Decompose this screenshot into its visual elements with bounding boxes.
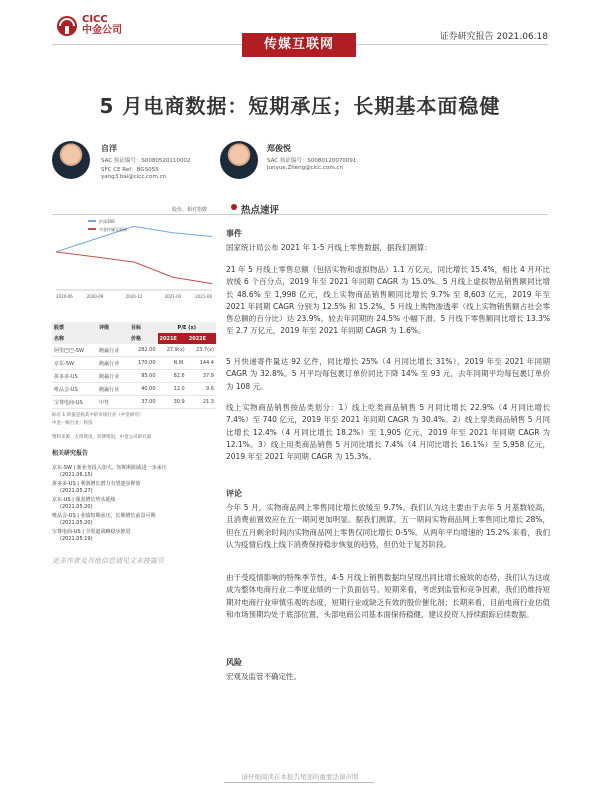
table-cell: 京东-SW xyxy=(52,357,97,370)
related-report-date: (2021.05.27) xyxy=(60,488,93,494)
table-subheader-row xyxy=(52,333,216,344)
table-cell: 宝尊电商-US xyxy=(52,396,97,409)
series-line xyxy=(56,252,212,284)
related-report-link[interactable]: 宝尊电商-US | 全渠道战略稳步推进 xyxy=(52,529,131,535)
report-title: 5 月电商数据：短期承压；长期基本面稳健 xyxy=(99,94,501,118)
comment-paragraph-2: 由于受疫情影响的特殊季节性，4-5 月线上销售数据均呈现出同比增长疲软的态势，我们认为这或成为整体电商行业二季度业绩的一个负面信号。短期来看，考虑到监管和竞争因素，我们仍维持短期对电商行业审慎乐观的态度，短期行业或缺乏有效的股价催化剂；长期来看，目前电商行业估值和市场预期均处于底部位置，头部电商公司基本面保持稳健，建议投资人持续跟踪后续数据。 xyxy=(226,573,550,619)
table-cell: 23.7(x) xyxy=(187,344,216,357)
table-cell: 跑赢行业 xyxy=(97,383,129,396)
table-cell: 40.00 xyxy=(129,383,158,396)
table-header-row xyxy=(52,322,216,333)
x-tick-label: 2021-03 xyxy=(164,294,182,299)
table-cell: 阿里巴巴-SW xyxy=(52,344,97,357)
table-row xyxy=(52,344,216,357)
related-title: 相关研究报告 xyxy=(52,450,89,457)
table-subheader: 价格 xyxy=(129,333,158,344)
sector-tag: 传媒互联网 xyxy=(242,33,356,57)
table-subheader: 名称 xyxy=(52,333,97,344)
table-cell: N.M. xyxy=(158,357,187,370)
table-cell: 282.00 xyxy=(129,344,158,357)
event-title: 事件 xyxy=(226,229,242,238)
legend-swatch xyxy=(88,220,96,222)
table-cell: 跑赢行业 xyxy=(97,357,129,370)
table-cell: 拼多多-US xyxy=(52,370,97,383)
table-source: 资料来源：万得资讯，彭博资讯，中金公司研究部 xyxy=(52,435,151,440)
table-row xyxy=(52,370,216,383)
x-tick-label: 2020-12 xyxy=(125,294,143,299)
stock-chart xyxy=(52,214,216,304)
table-cell: 144.4 xyxy=(187,357,216,370)
avatar xyxy=(52,141,90,179)
series-line xyxy=(56,226,212,251)
table-cell: 跑赢行业 xyxy=(97,370,129,383)
table-cell: 21.3 xyxy=(187,396,216,409)
table-header: 评级 xyxy=(97,322,129,333)
table-cell: 37.00 xyxy=(129,396,158,409)
comment-title: 评论 xyxy=(226,489,242,498)
related-report-link[interactable]: 京东-US | 强劲增长势头延续 xyxy=(52,497,116,503)
x-tick-label: 2020-09 xyxy=(86,294,104,299)
footer-divider xyxy=(224,782,374,783)
table-header: 股票 xyxy=(52,322,97,333)
table-row xyxy=(52,383,216,396)
table-row xyxy=(52,396,216,409)
analyst-sac: SAC 执证编号：S0080120070091 xyxy=(267,158,357,164)
analyst-email[interactable]: Junyue.Zheng@cicc.com.cn xyxy=(267,165,343,171)
related-report-date: (2021.06.15) xyxy=(60,472,93,478)
event-paragraph-3: 线上实物商品销售按品类划分：1）线上吃类商品销售 5 月同比增长 22.9%（4 月同比增长 7.4%）至 740 亿元，2019 年至 2021 年同期 CAGR 为 30.4%。2）线上穿类商品销售 5 月同比增长 12.4%（4 月同比增长 18.2%）至 1,905 亿元，2019 年至 2021 年同期 CAGR 为 12.1%。3）线上用类商品销售 5 月同比增长 7.4%（4 月同比增长 16.1%）至 5,958 亿元，2019 年至 2021 年同期 CAGR 为 15.3%。 xyxy=(226,403,550,462)
event-paragraph-1: 21 年 5 月线上零售总额（包括实物和虚拟物品）1.1 万亿元，同比增长 15.4%，相比 4 月环比放缓 6 个百分点，2019 年至 2021 年同期 CAGR 为 15.0%。5 月线上虚拟物品销售额同比增长 48.6% 至 1,998 亿元，线上实物商品销售额同比增长 9.7% 至 8,603 亿元，2019 年至 2021 年同期 CAGR 分别为 12.5% 和 15.2%。5 月线上购物渗透率（线上实物销售额占社会零售总额的百分比）达 23.9%，较去年同期的 24.5% 小幅下滑。5 月线下零售额同比增长 13.3% 至 2.7 万亿元，2019 年至 2021 年同期 CAGR 为 1.6%。 xyxy=(226,265,550,336)
table-row xyxy=(52,357,216,370)
related-report-link[interactable]: 京东-SW | 新业务投入加大，短期利润或进一步承压 xyxy=(52,465,167,471)
table-subheader: 2021E xyxy=(158,333,187,344)
legal-footer[interactable]: 请仔细阅读在本报告尾部的重要法律声明 xyxy=(241,773,359,781)
table-cell: 37.9 xyxy=(187,370,216,383)
related-report-link[interactable]: 拼多多-US | 利润增长潜力有望逐步释放 xyxy=(52,481,141,487)
event-intro: 国家统计局公布 2021 年 1-5 月线上零售数据，据我们测算： xyxy=(226,243,432,252)
table-cell: 82.6 xyxy=(158,370,187,383)
table-header: P/E (x) xyxy=(158,322,216,333)
valuation-table xyxy=(52,322,216,409)
analyst-name: 郑俊悦 xyxy=(267,144,291,153)
table-cell: 12.0 xyxy=(158,383,187,396)
table-cell: 跑赢行业 xyxy=(97,344,129,357)
chart-header: 股价、相对指数 xyxy=(172,207,208,213)
avatar xyxy=(220,141,258,179)
related-report-date: (2021.05.20) xyxy=(60,504,93,510)
event-paragraph-2: 5 月快递寄件量达 92 亿件，同比增长 25%（4 月同比增长 31%），2019 年至 2021 年同期 CAGR 为 32.8%。5 月平均每包裹订单价同比下降 14% 至 93 元，去年同期平均每包裹订单价为 108 元。 xyxy=(226,357,550,391)
related-report-date: (2021.05.20) xyxy=(60,520,93,526)
analyst-sfc: SFC CE Ref：BGS055 xyxy=(101,167,159,173)
legend-label: 中金传媒互联网 xyxy=(99,227,127,232)
legend-swatch xyxy=(88,228,96,230)
analyst-name: 自洋 xyxy=(101,144,117,153)
table-cell: 170.00 xyxy=(129,357,158,370)
table-note: 标有 1 的值是指其中的市场行业（中金研究） xyxy=(52,413,144,418)
analyst-email[interactable]: yang3.bai@cicc.com.cn xyxy=(101,174,167,180)
table-cell: 95.00 xyxy=(129,370,158,383)
table-cell: 30.9 xyxy=(158,396,187,409)
related-report-date: (2021.05.19) xyxy=(60,536,93,542)
table-cell: 27.9(x) xyxy=(158,344,187,357)
table-subheader: 2022E xyxy=(187,333,216,344)
logo-text: CICC 中金公司 xyxy=(82,14,122,36)
table-cell: 唯品会-US xyxy=(52,383,97,396)
more-info-link[interactable]: 更多作者及其他信息请见文末披露页 xyxy=(52,557,164,565)
section-bullet-icon xyxy=(231,204,237,210)
hot-comment-title: 热点速评 xyxy=(241,205,280,216)
table-cell: 中性 xyxy=(97,396,129,409)
risk-title: 风险 xyxy=(226,658,242,667)
table-sub-source: 中金一级行业：科技 xyxy=(52,421,93,426)
related-report-link[interactable]: 唯品会-US | 业绩短期承压，长期增长前景可期 xyxy=(52,513,156,519)
table-header: 目标 xyxy=(129,322,158,333)
legend-label: 沪深300 xyxy=(99,219,115,224)
table-cell: 9.6 xyxy=(187,383,216,396)
report-type-date: 证券研究报告 2021.06.18 xyxy=(439,32,548,42)
risk-text: 宏观及监管不确定性。 xyxy=(226,672,301,681)
x-tick-label: 2020-06 xyxy=(56,294,73,299)
comment-paragraph-1: 今年 5 月，实物商品网上零售同比增长放缓至 9.7%。我们认为这主要由于去年 5 月基数较高，且消费前置效应在五一期间更加明显。据我们测算，五一期间实物商品网上零售同比增长 28%，但在五月剩余时间内实物商品网上零售仅同比增长 0-5%。从两年平均增速的 15.2% 来看，我们认为疫情后线上线下消费保持稳步恢复的趋势，但仍处于复苏阶段。 xyxy=(226,503,550,549)
analyst-sac: SAC 执证编号：S0080520110002 xyxy=(101,158,191,164)
x-tick-label: 2021-06 xyxy=(195,294,212,299)
